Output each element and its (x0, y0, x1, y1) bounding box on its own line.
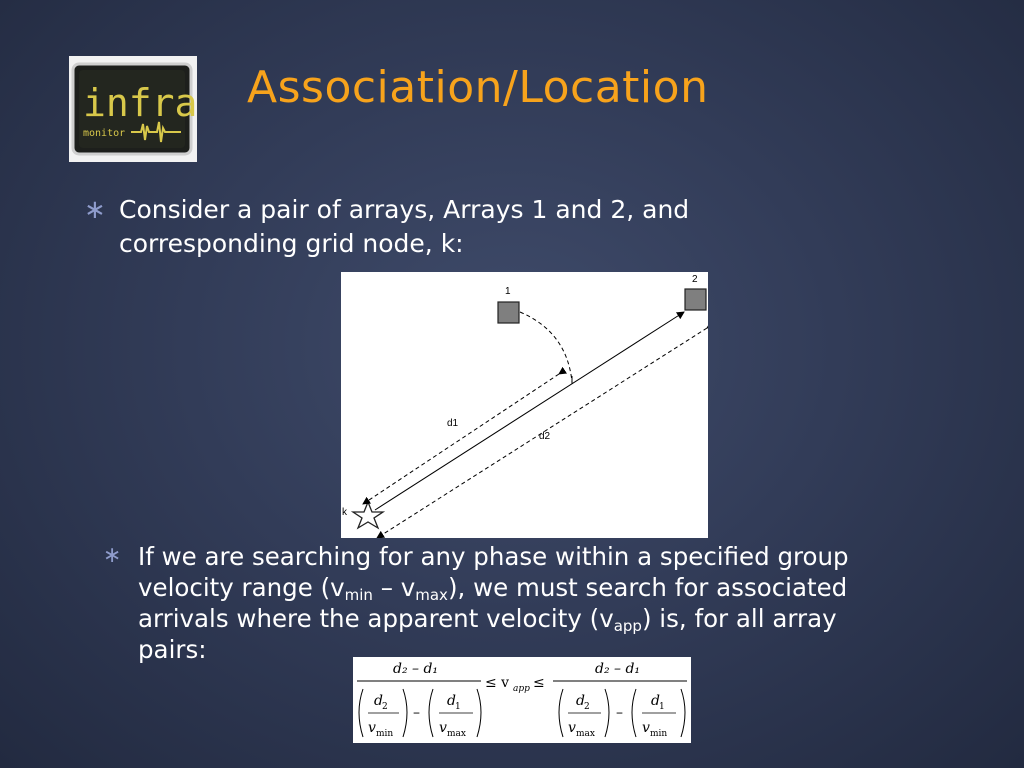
bullet-text-1 (119, 193, 839, 261)
right-numerator: d₂ – d₁ (595, 661, 641, 677)
lf-d2: d (374, 693, 383, 709)
array-1-label: 1 (505, 286, 511, 297)
right-paren-4 (681, 689, 685, 737)
d2-label: d2 (539, 431, 551, 442)
logo-graphic (69, 56, 197, 162)
rf-min: min (650, 729, 668, 739)
middle-leq-v: ≤ v (485, 675, 510, 691)
rf-d2-sub: 2 (584, 702, 590, 712)
middle-app-sub: app (513, 684, 530, 694)
node-k-label: k (342, 507, 347, 518)
slide-title: Association/Location (247, 62, 709, 113)
rf-max: max (576, 729, 595, 739)
bullet-asterisk-icon: ∗ (84, 195, 106, 225)
lf-d1-sub: 1 (455, 702, 461, 712)
vmin-subscript: min (344, 586, 373, 604)
right-paren-3 (605, 689, 609, 737)
lf-v1: v (368, 720, 376, 736)
rf-d1-sub: 1 (659, 702, 665, 712)
d1-dashed-line (363, 374, 559, 504)
bullet-2-line-2a: velocity range (v (138, 573, 345, 602)
right-paren-1 (403, 689, 407, 737)
rf-minus: – (616, 705, 623, 721)
array-1-icon (498, 302, 519, 323)
lf-max: max (447, 729, 466, 739)
lf-v2: v (439, 720, 447, 736)
formula-svg (353, 657, 691, 743)
diagram-svg (341, 272, 708, 538)
rf-v2: v (642, 720, 650, 736)
rotation-arc (520, 312, 572, 382)
array-geometry-diagram (341, 272, 708, 538)
array-2-label: 2 (692, 274, 698, 285)
vapp-subscript: app (613, 617, 642, 635)
bullet-2-line-2c: ), we must search for associated (447, 573, 848, 602)
d1-label: d1 (447, 418, 459, 429)
array-2-icon (685, 289, 706, 310)
node-to-array2-line (375, 312, 684, 510)
bullet-2-line-2b: – v (372, 573, 416, 602)
left-numerator: d₂ – d₁ (393, 661, 439, 677)
rf-d1: d (651, 693, 660, 709)
rf-v1: v (568, 720, 576, 736)
grid-node-star-icon (353, 502, 383, 528)
velocity-inequality-formula (353, 657, 691, 743)
logo-main-text: infra (83, 81, 197, 125)
bullet-1-line-2: corresponding grid node, k: (119, 229, 464, 258)
left-paren-2 (429, 689, 433, 737)
bullet-text-2 (138, 541, 958, 665)
lf-min: min (376, 729, 394, 739)
bullet-1-line-1: Consider a pair of arrays, Arrays 1 and 2, and (119, 195, 690, 224)
vmax-subscript: max (415, 586, 448, 604)
lf-d1: d (447, 693, 456, 709)
lf-minus: – (413, 705, 420, 721)
left-paren-4 (632, 689, 636, 737)
left-paren-1 (359, 689, 363, 737)
middle-leq-end: ≤ (533, 675, 545, 691)
lf-d2-sub: 2 (382, 702, 388, 712)
infra-monitor-logo (69, 56, 197, 162)
bullet-2-line-4: pairs: (138, 635, 207, 664)
sub-bullet-asterisk-icon: ∗ (103, 543, 122, 568)
left-paren-3 (559, 689, 563, 737)
logo-sub-text: monitor (83, 128, 126, 139)
rf-d2: d (576, 693, 585, 709)
bullet-2-line-1: If we are searching for any phase within a specified group (138, 542, 849, 571)
bullet-2-line-3a: arrivals where the apparent velocity (v (138, 604, 614, 633)
bullet-2-line-3b: ) is, for all array (641, 604, 837, 633)
right-paren-2 (477, 689, 481, 737)
